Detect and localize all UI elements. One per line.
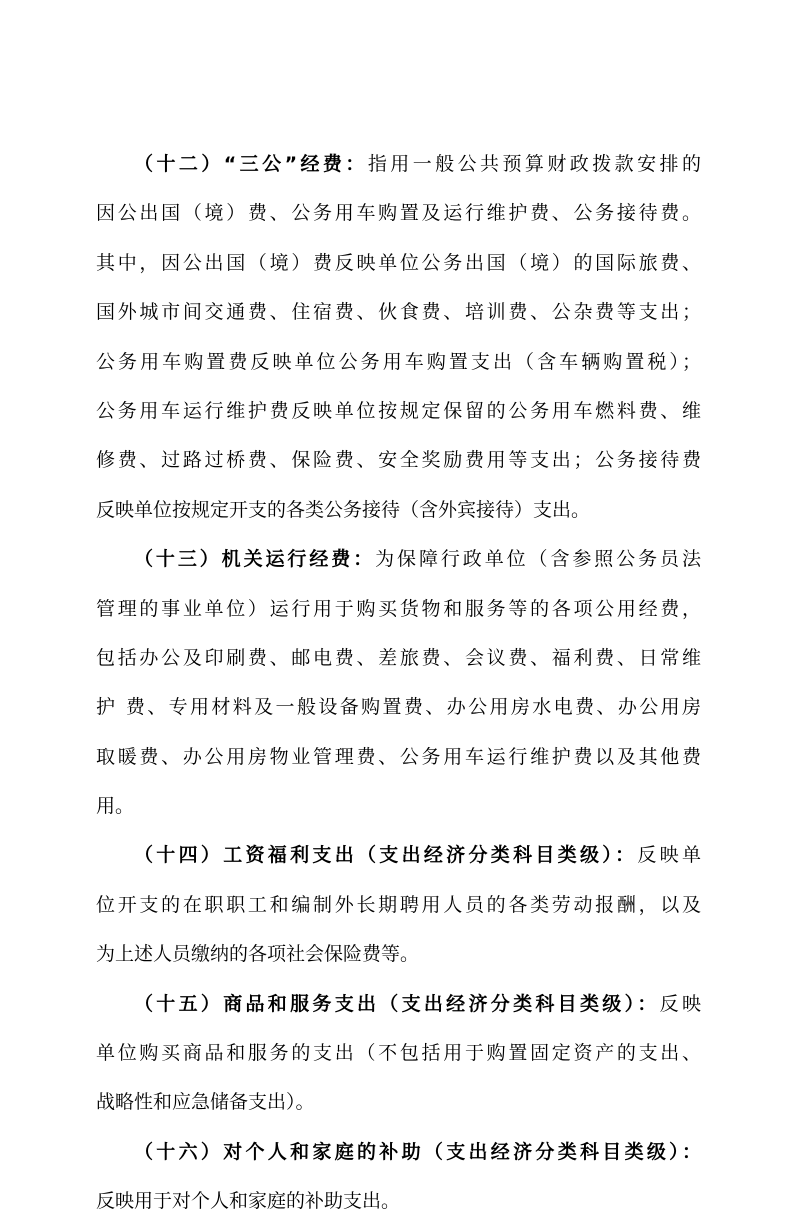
paragraph-heading: （十四）工资福利支出（支出经济分类科目类级）：	[134, 844, 638, 867]
paragraph-text: 反映单	[637, 844, 701, 867]
paragraph-line: 因公出国（境）费、公务用车购置及运行维护费、公务接待费。	[96, 202, 701, 225]
paragraph-line: 其中，因公出国（境）费反映单位公务出国（境）的国际旅费、	[96, 251, 701, 274]
paragraph-line: 战略性和应急储备支出）。	[96, 1091, 315, 1114]
paragraph-first-line	[96, 140, 701, 189]
paragraph-heading: （十三）机关运行经费：	[134, 548, 376, 571]
paragraph-text: 反映	[659, 992, 701, 1015]
paragraph-line: 位开支的在职职工和编制外长期聘用人员的各类劳动报酬，以及	[96, 893, 701, 916]
paragraph-heading: （十六）对个人和家庭的补助（支出经济分类科目类级）：	[134, 1140, 701, 1163]
paragraph-line: 护 费、专用材料及一般设备购置费、办公用房水电费、办公用房	[96, 696, 701, 719]
paragraph-heading: （十二）“三公”经费：	[134, 153, 368, 175]
paragraph-line: 反映用于对个人和家庭的补助支出。	[96, 1190, 401, 1213]
paragraph-line: 公务用车购置费反映单位公务用车购置支出（含车辆购置税）；	[96, 350, 701, 373]
paragraph-15	[96, 980, 701, 1128]
paragraph-13	[96, 535, 701, 831]
paragraph-12	[96, 140, 701, 535]
paragraph-line: 修费、过路过桥费、保险费、安全奖励费用等支出；公务接待费	[96, 449, 701, 472]
paragraph-heading: （十五）商品和服务支出（支出经济分类科目类级）：	[134, 992, 660, 1015]
paragraph-16	[96, 1128, 701, 1227]
paragraph-text: 为保障行政单位（含参照公务员法	[375, 548, 701, 571]
paragraph-line: 包括办公及印刷费、邮电费、差旅费、会议费、福利费、日常维	[96, 646, 701, 669]
paragraph-line: 管理的事业单位）运行用于购买货物和服务等的各项公用经费，	[96, 597, 701, 620]
paragraph-text: 指用一般公共预算财政拨款安排的	[367, 153, 701, 175]
paragraph-first-line	[96, 1128, 701, 1177]
paragraph-line: 用。	[96, 795, 135, 818]
paragraph-line: 为上述人员缴纳的各项社会保险费等。	[96, 943, 420, 966]
paragraph-line: 单位购买商品和服务的支出（不包括用于购置固定资产的支出、	[96, 1042, 701, 1065]
paragraph-first-line	[96, 980, 701, 1029]
paragraph-14	[96, 831, 701, 979]
paragraph-first-line	[96, 831, 701, 880]
paragraph-line: 取暖费、办公用房物业管理费、公务用车运行维护费以及其他费	[96, 745, 701, 768]
paragraph-first-line	[96, 535, 701, 584]
paragraph-line: 反映单位按规定开支的各类公务接待（含外宾接待）支出。	[96, 498, 591, 521]
paragraph-line: 国外城市间交通费、住宿费、伙食费、培训费、公杂费等支出；	[96, 301, 701, 324]
paragraph-line: 公务用车运行维护费反映单位按规定保留的公务用车燃料费、维	[96, 399, 701, 422]
